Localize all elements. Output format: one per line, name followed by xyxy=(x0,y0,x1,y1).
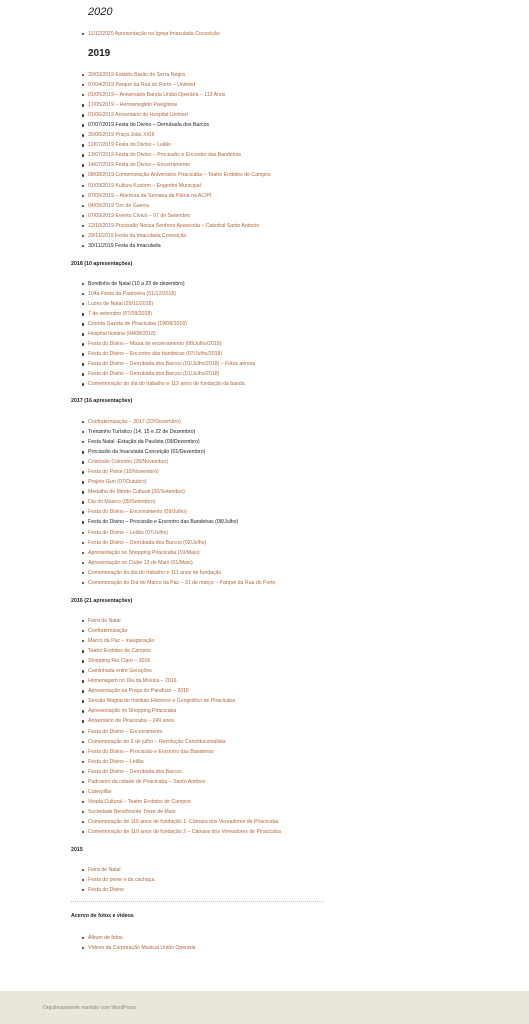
event-link[interactable]: Comemoração do Dia do Marco da Paz – 31 de março – Parque da Rua do Porto xyxy=(88,579,276,586)
list-item xyxy=(82,427,275,437)
event-link[interactable]: Festa do Divino – Derrubada dos Barcos (01/Julho/2018) – Fotos aéreas xyxy=(88,361,256,368)
event-link[interactable]: Apresentação no Shopping Piracicaba xyxy=(88,708,177,715)
heading-2018: 2018 (10 apresentações) xyxy=(71,261,133,267)
list-item[interactable] xyxy=(82,538,275,548)
list-item[interactable] xyxy=(82,676,281,686)
section-divider xyxy=(71,901,324,902)
list-item[interactable] xyxy=(82,568,275,578)
list-item[interactable] xyxy=(82,747,281,757)
event-link[interactable]: 07/09/2019 – Abertura da Semana da Pátria na ACIPI xyxy=(88,192,212,199)
event-text: Bondinho de Natal (10 a 23 de dezembro) xyxy=(88,281,185,287)
list-item[interactable] xyxy=(82,865,154,875)
event-text: 07/07/2019 Festa do Divino – Derrubada dos Barcos xyxy=(88,122,210,129)
event-link[interactable]: 12/10/2019 Procissão Nossa Senhora Aparecida – Catedral Santo Antonio xyxy=(88,222,260,229)
event-link[interactable]: 07/04/2019 Parque da Rua do Porto – Unimed xyxy=(88,82,195,89)
list-item[interactable] xyxy=(82,170,271,180)
list-item[interactable] xyxy=(82,487,275,497)
media-links-list xyxy=(82,933,196,953)
event-link[interactable]: 01/05/2019 – Aniversário Banda União Operária – 113 Anos xyxy=(88,92,226,99)
event-link[interactable]: Hospital Ilumina (04/08/2018) xyxy=(88,331,156,338)
heading-2019: 2019 xyxy=(88,48,111,59)
event-link[interactable]: Festa do Divino – Encerramento xyxy=(88,728,163,735)
heading-acervo: Acervo de fotos e vídeos xyxy=(71,913,134,919)
list-item[interactable] xyxy=(82,807,281,817)
list-item[interactable] xyxy=(82,666,281,676)
event-link[interactable]: Marco da Paz – inauguração xyxy=(88,638,155,645)
event-link[interactable]: Homenagem no Dia da Música – 2016 xyxy=(88,678,177,685)
list-item[interactable] xyxy=(82,727,281,737)
heading-2015: 2015 xyxy=(71,847,83,853)
list-item[interactable] xyxy=(82,467,275,477)
event-text: 30/11/2019 Festa da Imaculada xyxy=(88,242,161,249)
list-item[interactable] xyxy=(82,150,271,160)
event-link[interactable]: 30/03/2019 Estádio Barão de Serra Negra xyxy=(88,72,185,78)
heading-2020: 2020 xyxy=(88,6,113,18)
event-link[interactable]: Confraternização – 2017 (22/Dezembro) xyxy=(88,419,181,425)
event-link[interactable]: Sessão Magna do Instituto Histórico e Geográfico de Piracicaba xyxy=(88,698,236,705)
event-link[interactable]: Comemoração de 110 anos de fundação 1- Câmara dos Vereadores de Piracicaba xyxy=(88,818,279,825)
event-link[interactable]: 13/07/2019 Festa do Divino – Procissão e Encontro das Bandeiras xyxy=(88,152,242,159)
event-link[interactable]: Corrida Gazeta de Piracicaba (19/08/2018) xyxy=(88,321,187,328)
event-link[interactable]: 01/06/2019 Aniversário do Hospital Unimed xyxy=(88,112,188,119)
event-link[interactable]: Feira de Natal xyxy=(88,867,121,873)
event-link[interactable]: Sociedade Beneficente Treze de Maio xyxy=(88,808,176,815)
event-link[interactable]: 30/06/2019 Praça João XXIII xyxy=(88,132,155,139)
list-item[interactable] xyxy=(82,417,275,427)
event-link[interactable]: Padroeiro da cidade de Piracicaba – Santo Antônio xyxy=(88,778,206,785)
event-link[interactable]: Vídeos da Corporação Musical União Operária xyxy=(88,945,196,952)
event-link[interactable]: Festa do peixe e da cachaça xyxy=(88,877,155,884)
list-item[interactable] xyxy=(82,787,281,797)
event-link[interactable]: Projeto Guri (07/Outubro) xyxy=(88,479,147,486)
list-item[interactable] xyxy=(82,507,275,517)
event-link[interactable]: 7 de setembro (07/09/2018) xyxy=(88,311,153,318)
event-link[interactable]: Apresentação na Praça do Parafuso – 2016 xyxy=(88,688,189,695)
list-item[interactable] xyxy=(82,160,271,170)
list-item[interactable] xyxy=(82,777,281,787)
list-item[interactable] xyxy=(82,339,255,349)
list-item xyxy=(82,279,255,289)
event-link[interactable]: Festa do Divino – Missa de encerramento (08/Julho/2018) xyxy=(88,341,222,348)
event-link[interactable]: Festa do Divino – Derrubada dos Barcos (01/Julho/2018) xyxy=(88,371,220,378)
event-link[interactable]: Teatro Erotides de Campos xyxy=(88,648,151,655)
site-footer xyxy=(0,991,529,1024)
event-link[interactable]: Luzes de Natal (29/11/2018) xyxy=(88,301,154,308)
list-item xyxy=(82,437,275,447)
list-item[interactable] xyxy=(82,528,275,538)
event-link[interactable]: Aniversário de Piracicaba – 249 anos xyxy=(88,718,174,725)
list-item[interactable] xyxy=(82,221,271,231)
list-item[interactable] xyxy=(82,716,281,726)
event-link[interactable]: Festa do Divino – Derrubada dos Barcos (02/Julho) xyxy=(88,539,207,546)
list-item[interactable] xyxy=(82,289,255,299)
footer-credit-link[interactable]: Orgulhosamente mantido com WordPress xyxy=(43,1005,137,1011)
event-link[interactable]: Virada Cultural – Teatro Erotides de Campos xyxy=(88,798,191,805)
events-list-2019 xyxy=(82,70,271,251)
event-link[interactable]: Festa do Divino xyxy=(88,887,125,894)
list-item[interactable] xyxy=(82,29,220,39)
events-list-2018 xyxy=(82,279,255,390)
event-link[interactable]: Shopping Rio Claro – 2016 xyxy=(88,658,151,665)
list-item[interactable] xyxy=(82,757,281,767)
event-link[interactable]: Comemoração do dia do trabalho e 112 anos de fundação da banda xyxy=(88,381,245,388)
list-item[interactable] xyxy=(82,497,275,507)
list-item[interactable] xyxy=(82,817,281,827)
list-item[interactable] xyxy=(82,110,271,120)
event-link[interactable]: Caminhada entre Gerações xyxy=(88,668,152,675)
list-item xyxy=(82,517,275,527)
list-item xyxy=(82,241,271,251)
list-item[interactable] xyxy=(82,656,281,666)
event-link[interactable]: Comemoração do 9 de julho – Revolução Constitucionalista xyxy=(88,738,226,745)
event-link[interactable]: Apresentação no Clube 13 de Maio (01/Maio) xyxy=(88,559,193,566)
list-item[interactable] xyxy=(82,191,271,201)
list-item[interactable] xyxy=(82,130,271,140)
list-item[interactable] xyxy=(82,686,281,696)
list-item[interactable] xyxy=(82,737,281,747)
event-link[interactable]: Feira de Natal xyxy=(88,618,121,624)
event-link[interactable]: Medalha de Mérito Cultural (20/Setembro) xyxy=(88,489,185,496)
list-item[interactable] xyxy=(82,626,281,636)
event-link[interactable]: Confraternização xyxy=(88,628,128,635)
event-link[interactable]: Comemoração do dia do trabalho e 111 anos de fundação xyxy=(88,569,222,576)
list-item[interactable] xyxy=(82,943,196,953)
list-item[interactable] xyxy=(82,477,275,487)
event-link[interactable]: 12/07/2019 Festa do Divino – Leilão xyxy=(88,142,172,149)
heading-2017: 2017 (16 apresentações) xyxy=(71,398,133,404)
event-text: Festa Natal -Estação da Paulista (09/Dezembro) xyxy=(88,439,200,446)
list-item[interactable] xyxy=(82,211,271,221)
event-link[interactable]: 07/09/2019 Evento Cívico – 07 de Setembro xyxy=(88,212,191,219)
event-link[interactable]: Comemoração de 110 anos de fundação 2 – Câmara dos Vereadores de Piracicaba xyxy=(88,828,281,835)
event-link[interactable]: Álbum de fotos xyxy=(88,935,123,941)
list-item[interactable] xyxy=(82,140,271,150)
event-link[interactable]: Festa do Divino – Leilão (07/Julho) xyxy=(88,529,169,536)
event-link[interactable]: 11/12/2020 Apresentação na Igreja Imaculada Conceição xyxy=(88,31,220,37)
event-link[interactable]: 01/09/2019 Kultura Kustom – Engenho Municipal xyxy=(88,182,201,189)
list-item[interactable] xyxy=(82,696,281,706)
list-item[interactable] xyxy=(82,706,281,716)
event-link[interactable]: 104a Festa da Padroeira (01/12/2018) xyxy=(88,291,176,298)
list-item[interactable] xyxy=(82,457,275,467)
list-item[interactable] xyxy=(82,329,255,339)
event-link[interactable]: Festa do Divino – Encontro das bandeiras (07/Julho/2018) xyxy=(88,351,223,358)
events-list-2017 xyxy=(82,417,275,588)
list-item[interactable] xyxy=(82,875,154,885)
list-item[interactable] xyxy=(82,379,255,389)
event-link[interactable]: 08/08/2019 Comemoração Aniversário Piracicaba – Teatro Erotides de Campos xyxy=(88,172,271,179)
event-link[interactable]: 04/09/2019 Tiro de Guerra xyxy=(88,202,149,209)
event-link[interactable]: Festa do Peixe (10/Novembro) xyxy=(88,469,159,476)
list-item[interactable] xyxy=(82,885,154,895)
event-link[interactable]: Apresentação no Shopping Piracicaba (19/Maio) xyxy=(88,549,200,556)
list-item[interactable] xyxy=(82,90,271,100)
list-item[interactable] xyxy=(82,827,281,837)
list-item[interactable] xyxy=(82,231,271,241)
event-link[interactable]: Caterpillar xyxy=(88,788,112,795)
list-item xyxy=(82,120,271,130)
list-item[interactable] xyxy=(82,616,281,626)
events-list-2020 xyxy=(82,29,220,39)
list-item[interactable] xyxy=(82,369,255,379)
event-text: Procissão da Imaculada Conceição (01/Dezembro) xyxy=(88,449,206,456)
event-link[interactable]: Festa do Divino – Leilão xyxy=(88,758,144,765)
event-link[interactable]: Festa do Divino – Encerramento (09/Julho) xyxy=(88,509,187,516)
event-link[interactable]: Festa do Divino – Procissão e Encontro das Bandeiras xyxy=(88,748,214,755)
event-text: Trenzinho Turístico (14, 15 e 22 de Dezembro) xyxy=(88,429,196,436)
list-item[interactable] xyxy=(82,933,196,943)
event-link[interactable]: 29/11/2019 Festa da Imaculada Conceição xyxy=(88,232,187,239)
list-item[interactable] xyxy=(82,797,281,807)
list-item[interactable] xyxy=(82,181,271,191)
event-link[interactable]: Cristóvão Colombo (28/Novembro) xyxy=(88,459,169,466)
events-list-2015 xyxy=(82,865,154,895)
list-item[interactable] xyxy=(82,70,271,80)
list-item[interactable] xyxy=(82,80,271,90)
list-item[interactable] xyxy=(82,558,275,568)
event-link[interactable]: Festa do Divino – Derrubada dos Barcos xyxy=(88,768,182,775)
event-link[interactable]: 14/07/2019 Festa do Divino – Encerramento xyxy=(88,162,190,169)
event-text: Festa do Divino – Procissão e Encontro das Bandeiras (08/Julho) xyxy=(88,519,239,526)
list-item[interactable] xyxy=(82,319,255,329)
event-link[interactable]: 17/05/2019 – Hermenegildo Paviglione xyxy=(88,102,178,109)
list-item xyxy=(82,447,275,457)
list-item[interactable] xyxy=(82,767,281,777)
list-item[interactable] xyxy=(82,201,271,211)
heading-2016: 2016 (21 apresentações) xyxy=(71,598,133,604)
list-item[interactable] xyxy=(82,578,275,588)
list-item[interactable] xyxy=(82,299,255,309)
list-item[interactable] xyxy=(82,100,271,110)
list-item[interactable] xyxy=(82,359,255,369)
list-item[interactable] xyxy=(82,646,281,656)
list-item[interactable] xyxy=(82,548,275,558)
list-item[interactable] xyxy=(82,309,255,319)
list-item[interactable] xyxy=(82,636,281,646)
event-link[interactable]: Dia do Músico (05/Setembro) xyxy=(88,499,156,506)
events-list-2016 xyxy=(82,616,281,837)
list-item[interactable] xyxy=(82,349,255,359)
